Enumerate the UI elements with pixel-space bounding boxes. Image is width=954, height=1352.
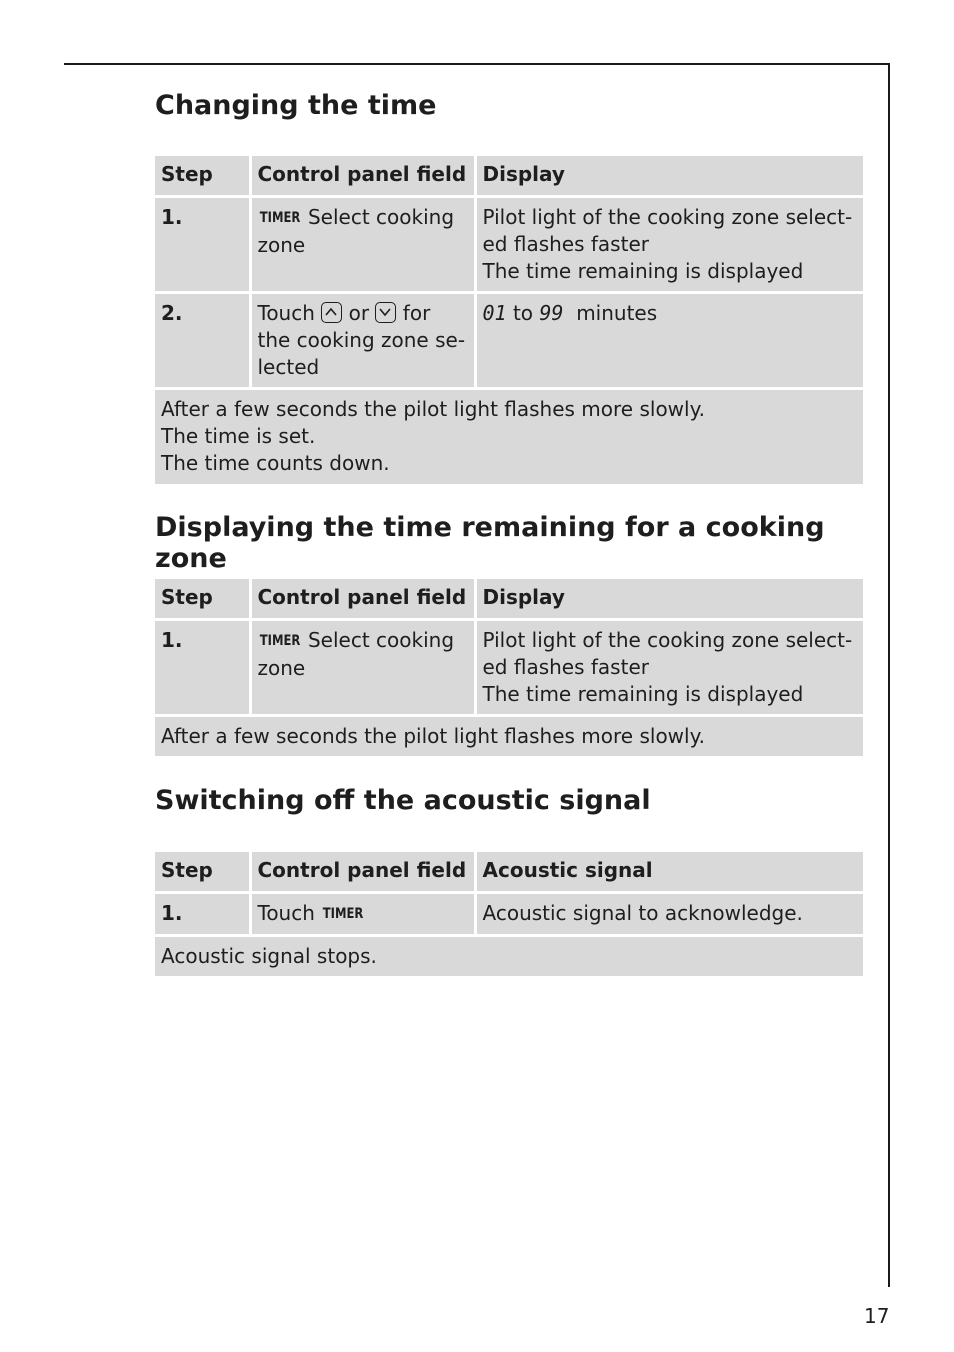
section-title: Displaying the time remaining for a cooking zone bbox=[155, 512, 825, 574]
steps-table bbox=[155, 579, 863, 756]
footer-line: The time counts down. bbox=[161, 450, 390, 475]
field-text: or bbox=[342, 300, 376, 325]
section-displaying-time-remaining bbox=[155, 512, 863, 748]
timer-icon: TIMER bbox=[259, 209, 300, 226]
display-text: to bbox=[506, 300, 540, 325]
section-switching-off-acoustic-signal bbox=[155, 785, 863, 968]
section-title: Switching off the acoustic signal bbox=[155, 785, 651, 816]
table-header-row bbox=[155, 579, 863, 619]
header-display: Display bbox=[475, 579, 863, 619]
step-number: 2. bbox=[155, 292, 250, 388]
header-step: Step bbox=[155, 156, 250, 196]
footer-line: The time is set. bbox=[161, 423, 316, 448]
field-text: Touch bbox=[257, 900, 322, 925]
top-rule bbox=[64, 63, 890, 65]
header-step: Step bbox=[155, 852, 250, 892]
display-cell bbox=[475, 619, 863, 715]
control-panel-field bbox=[250, 619, 475, 715]
side-rule bbox=[888, 63, 890, 1287]
table-footer-row bbox=[155, 935, 863, 976]
control-panel-field bbox=[250, 196, 475, 292]
display-cell bbox=[475, 292, 863, 388]
footer-note: After a few seconds the pilot light flashes more slowly. bbox=[155, 715, 863, 756]
timer-icon: TIMER bbox=[323, 905, 364, 922]
table-header-row bbox=[155, 852, 863, 892]
table-row bbox=[155, 292, 863, 388]
table-row bbox=[155, 196, 863, 292]
footer-note: Acoustic signal stops. bbox=[155, 935, 863, 976]
display-cell: Acoustic signal to acknowledge. bbox=[475, 892, 863, 935]
step-number: 1. bbox=[155, 892, 250, 935]
display-line: The time remaining is displayed bbox=[482, 681, 804, 706]
control-panel-field bbox=[250, 892, 475, 935]
segment-display-from: 01 bbox=[482, 300, 507, 325]
header-step: Step bbox=[155, 579, 250, 619]
display-text: minutes bbox=[563, 300, 658, 325]
section-title: Changing the time bbox=[155, 90, 437, 121]
display-line: The time remaining is displayed bbox=[482, 258, 804, 283]
chevron-up-icon bbox=[321, 302, 342, 323]
header-control-panel-field: Control panel field bbox=[250, 156, 475, 196]
footer-line: After a few seconds the pilot light flashes more slowly. bbox=[161, 396, 705, 421]
step-number: 1. bbox=[155, 196, 250, 292]
table-footer-row bbox=[155, 715, 863, 756]
field-text: Touch bbox=[257, 300, 322, 325]
table-row bbox=[155, 619, 863, 715]
timer-icon: TIMER bbox=[259, 632, 300, 649]
step-number: 1. bbox=[155, 619, 250, 715]
table-row bbox=[155, 892, 863, 935]
display-cell bbox=[475, 196, 863, 292]
display-line: Pilot light of the cooking zone select-ed flashes faster bbox=[482, 204, 853, 256]
field-text: Select cooking zone bbox=[257, 627, 455, 680]
section-changing-time bbox=[155, 90, 863, 475]
segment-display-to: 99 bbox=[539, 300, 564, 325]
table-header-row bbox=[155, 156, 863, 196]
control-panel-field bbox=[250, 292, 475, 388]
field-text: for the cooking zone se-lected bbox=[257, 300, 466, 379]
header-control-panel-field: Control panel field bbox=[250, 852, 475, 892]
steps-table bbox=[155, 852, 863, 976]
page-number: 17 bbox=[864, 1304, 890, 1328]
table-footer-row bbox=[155, 388, 863, 484]
header-control-panel-field: Control panel field bbox=[250, 579, 475, 619]
display-line: Pilot light of the cooking zone select-ed flashes faster bbox=[482, 627, 853, 679]
field-text: Select cooking zone bbox=[257, 204, 455, 257]
chevron-down-icon bbox=[375, 302, 396, 323]
steps-table bbox=[155, 156, 863, 484]
footer-note bbox=[155, 388, 863, 484]
header-acoustic-signal: Acoustic signal bbox=[475, 852, 863, 892]
header-display: Display bbox=[475, 156, 863, 196]
